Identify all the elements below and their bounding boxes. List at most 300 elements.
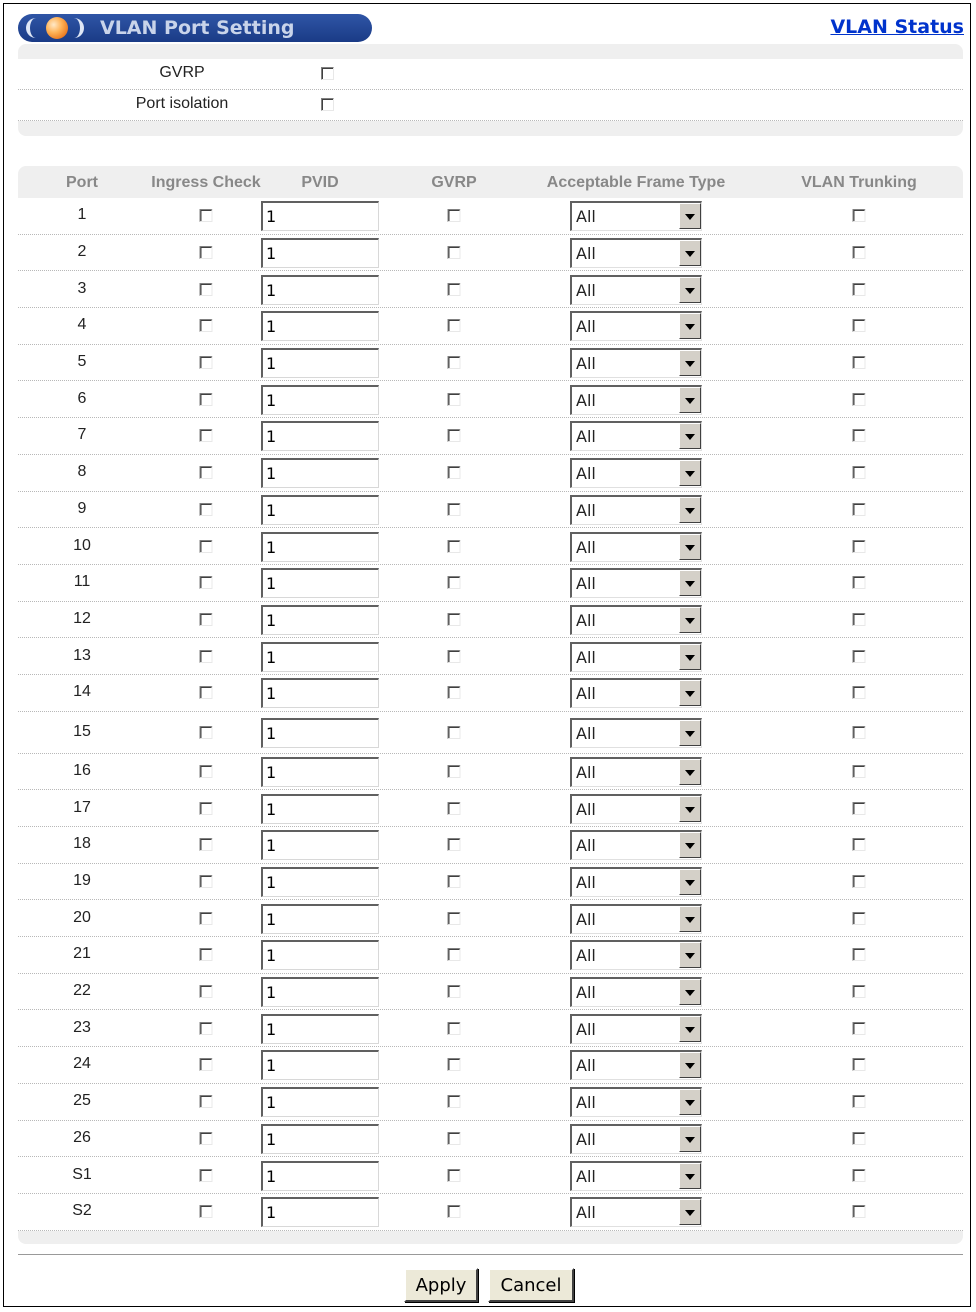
table-row <box>18 381 963 418</box>
dropdown-button[interactable] <box>679 1052 701 1078</box>
vlan-trunking-column-header: VLAN Trunking <box>801 174 917 191</box>
ingress-check-checkbox[interactable] <box>200 838 213 851</box>
gvrp-checkbox[interactable] <box>448 1205 461 1218</box>
frame-type-select[interactable] <box>570 678 702 708</box>
dropdown-button[interactable] <box>679 1126 701 1152</box>
frame-type-select[interactable] <box>570 568 702 598</box>
port-number: 23 <box>73 1018 91 1036</box>
chevron-down-icon <box>685 880 695 886</box>
frame-type-select[interactable] <box>570 605 702 635</box>
vlan-trunking-checkbox[interactable] <box>853 686 866 699</box>
frame-type-select[interactable] <box>570 201 702 231</box>
pvid-input[interactable] <box>261 904 379 934</box>
ingress-check-column-header: Ingress Check <box>151 174 261 191</box>
port-number: 16 <box>73 761 91 779</box>
vlan-trunking-checkbox[interactable] <box>853 429 866 442</box>
vlan-trunking-checkbox[interactable] <box>853 875 866 888</box>
chevron-down-icon <box>685 990 695 996</box>
chevron-down-icon <box>685 508 695 514</box>
pvid-input[interactable] <box>261 238 379 268</box>
gvrp-checkbox[interactable] <box>448 650 461 663</box>
dropdown-button[interactable] <box>679 534 701 560</box>
pvid-input[interactable] <box>261 532 379 562</box>
port-number: 10 <box>73 536 91 554</box>
frame-type-value: All <box>576 647 596 667</box>
port-number: 19 <box>73 872 91 890</box>
dropdown-button[interactable] <box>679 460 701 486</box>
pvid-input[interactable] <box>261 421 379 451</box>
pvid-input[interactable] <box>261 678 379 708</box>
port-number: 25 <box>73 1092 91 1110</box>
frame-type-value: All <box>576 762 596 782</box>
gvrp-checkbox[interactable] <box>448 393 461 406</box>
ingress-check-checkbox[interactable] <box>200 1205 213 1218</box>
bracket-left-decoration <box>26 18 42 38</box>
frame-type-select[interactable] <box>570 904 702 934</box>
ingress-check-checkbox[interactable] <box>200 912 213 925</box>
port-table-header <box>18 166 963 198</box>
gvrp-checkbox[interactable] <box>448 319 461 332</box>
vlan-trunking-checkbox[interactable] <box>853 283 866 296</box>
chevron-down-icon <box>685 1137 695 1143</box>
gvrp-checkbox[interactable] <box>448 209 461 222</box>
gvrp-checkbox[interactable] <box>448 429 461 442</box>
vlan-trunking-checkbox[interactable] <box>853 319 866 332</box>
pvid-input[interactable] <box>261 642 379 672</box>
ingress-check-checkbox[interactable] <box>200 356 213 369</box>
frame-type-select[interactable] <box>570 1161 702 1191</box>
frame-type-value: All <box>576 946 596 966</box>
ingress-check-checkbox[interactable] <box>200 319 213 332</box>
frame-type-select[interactable] <box>570 830 702 860</box>
vlan-trunking-checkbox[interactable] <box>853 466 866 479</box>
gvrp-checkbox[interactable] <box>448 1022 461 1035</box>
ingress-check-checkbox[interactable] <box>200 726 213 739</box>
ingress-check-checkbox[interactable] <box>200 985 213 998</box>
vlan-trunking-checkbox[interactable] <box>853 209 866 222</box>
pvid-input[interactable] <box>261 1014 379 1044</box>
table-row <box>18 565 963 602</box>
port-number: 24 <box>73 1055 91 1073</box>
frame-type-select[interactable] <box>570 718 702 748</box>
global-gvrp-checkbox[interactable] <box>321 67 334 80</box>
frame-type-select[interactable] <box>570 642 702 672</box>
dropdown-button[interactable] <box>679 759 701 785</box>
frame-type-value: All <box>576 723 596 743</box>
dropdown-button[interactable] <box>679 644 701 670</box>
frame-type-select[interactable] <box>570 421 702 451</box>
port-number: 9 <box>77 499 87 517</box>
dropdown-button[interactable] <box>679 832 701 858</box>
port-number: 12 <box>73 609 91 627</box>
dropdown-button[interactable] <box>679 313 701 339</box>
vlan-trunking-checkbox[interactable] <box>853 765 866 778</box>
table-row <box>18 937 963 974</box>
frame-type-value: All <box>576 427 596 447</box>
ingress-check-checkbox[interactable] <box>200 1022 213 1035</box>
vlan-trunking-checkbox[interactable] <box>853 948 866 961</box>
ingress-check-checkbox[interactable] <box>200 466 213 479</box>
vlan-trunking-checkbox[interactable] <box>853 726 866 739</box>
table-row <box>18 1047 963 1084</box>
frame-type-value: All <box>576 280 596 300</box>
port-number: S2 <box>72 1202 92 1220</box>
chevron-down-icon <box>685 807 695 813</box>
table-row <box>18 271 963 308</box>
vlan-trunking-checkbox[interactable] <box>853 1058 866 1071</box>
dropdown-button[interactable] <box>679 203 701 229</box>
bracket-right-decoration <box>68 18 84 38</box>
dropdown-button[interactable] <box>679 906 701 932</box>
gvrp-checkbox[interactable] <box>448 802 461 815</box>
frame-type-select[interactable] <box>570 275 702 305</box>
gvrp-checkbox[interactable] <box>448 1132 461 1145</box>
pvid-input[interactable] <box>261 568 379 598</box>
pvid-input[interactable] <box>261 757 379 787</box>
port-isolation-row <box>18 90 963 121</box>
dropdown-button[interactable] <box>679 796 701 822</box>
table-row <box>18 1121 963 1158</box>
frame-type-select[interactable] <box>570 1124 702 1154</box>
dropdown-button[interactable] <box>679 720 701 746</box>
table-row <box>18 602 963 639</box>
chevron-down-icon <box>685 618 695 624</box>
pvid-input[interactable] <box>261 201 379 231</box>
port-number: 11 <box>73 573 91 591</box>
ingress-check-checkbox[interactable] <box>200 246 213 259</box>
port-number: 18 <box>73 835 91 853</box>
chevron-down-icon <box>685 1100 695 1106</box>
gvrp-checkbox[interactable] <box>448 246 461 259</box>
orb-icon <box>46 17 68 39</box>
frame-type-select[interactable] <box>570 348 702 378</box>
ingress-check-checkbox[interactable] <box>200 429 213 442</box>
frame-type-select[interactable] <box>570 867 702 897</box>
port-number: 20 <box>73 908 91 926</box>
table-row <box>18 900 963 937</box>
frame-type-select[interactable] <box>570 1014 702 1044</box>
global-gvrp-label: GVRP <box>159 64 205 81</box>
chevron-down-icon <box>685 1063 695 1069</box>
table-row <box>18 492 963 529</box>
frame-type-value: All <box>576 909 596 929</box>
vlan-trunking-checkbox[interactable] <box>853 613 866 626</box>
frame-type-value: All <box>576 1093 596 1113</box>
gvrp-checkbox[interactable] <box>448 540 461 553</box>
vlan-trunking-checkbox[interactable] <box>853 1095 866 1108</box>
port-table-body <box>18 198 963 1231</box>
table-row <box>18 1157 963 1194</box>
dropdown-button[interactable] <box>679 979 701 1005</box>
ingress-check-checkbox[interactable] <box>200 686 213 699</box>
vlan-trunking-checkbox[interactable] <box>853 393 866 406</box>
frame-type-value: All <box>576 1129 596 1149</box>
ingress-check-checkbox[interactable] <box>200 576 213 589</box>
chevron-down-icon <box>685 953 695 959</box>
ingress-check-checkbox[interactable] <box>200 948 213 961</box>
frame-type-value: All <box>576 574 596 594</box>
gvrp-checkbox[interactable] <box>448 283 461 296</box>
dropdown-button[interactable] <box>679 680 701 706</box>
frame-type-value: All <box>576 244 596 264</box>
chevron-down-icon <box>685 214 695 220</box>
chevron-down-icon <box>685 434 695 440</box>
chevron-down-icon <box>685 471 695 477</box>
chevron-down-icon <box>685 288 695 294</box>
gvrp-checkbox[interactable] <box>448 356 461 369</box>
frame-type-select[interactable] <box>570 940 702 970</box>
table-row <box>18 974 963 1011</box>
pvid-input[interactable] <box>261 1197 379 1227</box>
ingress-check-checkbox[interactable] <box>200 1058 213 1071</box>
cancel-button[interactable]: Cancel <box>488 1268 574 1302</box>
port-number: 8 <box>77 463 87 481</box>
port-column-header: Port <box>66 174 98 191</box>
pvid-input[interactable] <box>261 830 379 860</box>
frame-type-select[interactable] <box>570 532 702 562</box>
title-bar <box>18 14 372 42</box>
gvrp-checkbox[interactable] <box>448 503 461 516</box>
chevron-down-icon <box>685 731 695 737</box>
frame-type-select[interactable] <box>570 1197 702 1227</box>
pvid-column-header: PVID <box>301 174 339 191</box>
frame-type-value: All <box>576 354 596 374</box>
frame-type-select[interactable] <box>570 757 702 787</box>
table-row <box>18 308 963 345</box>
ingress-check-checkbox[interactable] <box>200 1095 213 1108</box>
dropdown-button[interactable] <box>679 277 701 303</box>
gvrp-checkbox[interactable] <box>448 726 461 739</box>
table-row <box>18 528 963 565</box>
frame-type-value: All <box>576 836 596 856</box>
port-number: 5 <box>77 353 87 371</box>
dropdown-button[interactable] <box>679 1016 701 1042</box>
table-row <box>18 712 963 754</box>
table-row <box>18 1010 963 1047</box>
port-number: 2 <box>77 243 87 261</box>
frame-type-value: All <box>576 983 596 1003</box>
ingress-check-checkbox[interactable] <box>200 613 213 626</box>
gvrp-checkbox[interactable] <box>448 985 461 998</box>
dropdown-button[interactable] <box>679 240 701 266</box>
pvid-input[interactable] <box>261 1050 379 1080</box>
frame-type-value: All <box>576 1166 596 1186</box>
dropdown-button[interactable] <box>679 387 701 413</box>
chevron-down-icon <box>685 843 695 849</box>
gvrp-checkbox[interactable] <box>448 1095 461 1108</box>
dropdown-button[interactable] <box>679 942 701 968</box>
chevron-down-icon <box>685 691 695 697</box>
gvrp-checkbox[interactable] <box>448 838 461 851</box>
gvrp-checkbox[interactable] <box>448 686 461 699</box>
gvrp-checkbox[interactable] <box>448 912 461 925</box>
ingress-check-checkbox[interactable] <box>200 765 213 778</box>
vlan-trunking-checkbox[interactable] <box>853 540 866 553</box>
pvid-input[interactable] <box>261 385 379 415</box>
table-row <box>18 638 963 675</box>
chevron-down-icon <box>685 361 695 367</box>
ingress-check-checkbox[interactable] <box>200 650 213 663</box>
dropdown-button[interactable] <box>679 869 701 895</box>
gvrp-checkbox[interactable] <box>448 948 461 961</box>
vlan-trunking-checkbox[interactable] <box>853 985 866 998</box>
vlan-trunking-checkbox[interactable] <box>853 503 866 516</box>
port-number: 3 <box>77 279 87 297</box>
vlan-trunking-checkbox[interactable] <box>853 356 866 369</box>
port-number: 26 <box>73 1128 91 1146</box>
frame-type-select[interactable] <box>570 794 702 824</box>
vlan-trunking-checkbox[interactable] <box>853 838 866 851</box>
frame-type-value: All <box>576 207 596 227</box>
vlan-trunking-checkbox[interactable] <box>853 802 866 815</box>
port-number: 13 <box>73 646 91 664</box>
global-gvrp-row <box>18 59 963 90</box>
pvid-input[interactable] <box>261 605 379 635</box>
table-row <box>18 1084 963 1121</box>
table-row <box>18 675 963 712</box>
pvid-input[interactable] <box>261 1087 379 1117</box>
frame-type-value: All <box>576 317 596 337</box>
vlan-trunking-checkbox[interactable] <box>853 246 866 259</box>
table-row <box>18 827 963 864</box>
table-row <box>18 864 963 901</box>
vlan-trunking-checkbox[interactable] <box>853 650 866 663</box>
chevron-down-icon <box>685 251 695 257</box>
dropdown-button[interactable] <box>679 1163 701 1189</box>
chevron-down-icon <box>685 581 695 587</box>
frame-type-select[interactable] <box>570 1050 702 1080</box>
page-title: VLAN Port Setting <box>100 17 295 39</box>
table-row <box>18 455 963 492</box>
frame-type-value: All <box>576 390 596 410</box>
pvid-input[interactable] <box>261 1124 379 1154</box>
port-number: 1 <box>77 206 87 224</box>
chevron-down-icon <box>685 917 695 923</box>
vlan-trunking-checkbox[interactable] <box>853 1169 866 1182</box>
gvrp-checkbox[interactable] <box>448 466 461 479</box>
frame-type-select[interactable] <box>570 311 702 341</box>
table-row <box>18 198 963 235</box>
ingress-check-checkbox[interactable] <box>200 503 213 516</box>
vlan-trunking-checkbox[interactable] <box>853 576 866 589</box>
frame-type-value: All <box>576 537 596 557</box>
table-row <box>18 418 963 455</box>
port-number: 22 <box>73 982 91 1000</box>
port-number: S1 <box>72 1165 92 1183</box>
vlan-trunking-checkbox[interactable] <box>853 912 866 925</box>
dropdown-button[interactable] <box>679 1199 701 1225</box>
pvid-input[interactable] <box>261 1161 379 1191</box>
port-isolation-checkbox[interactable] <box>321 98 334 111</box>
page-frame <box>3 3 971 1307</box>
frame-type-value: All <box>576 500 596 520</box>
pvid-input[interactable] <box>261 867 379 897</box>
table-row <box>18 754 963 791</box>
frame-type-select[interactable] <box>570 458 702 488</box>
pvid-input[interactable] <box>261 275 379 305</box>
vlan-trunking-checkbox[interactable] <box>853 1205 866 1218</box>
gvrp-checkbox[interactable] <box>448 765 461 778</box>
port-table <box>18 166 963 1244</box>
pvid-input[interactable] <box>261 794 379 824</box>
chevron-down-icon <box>685 655 695 661</box>
ingress-check-checkbox[interactable] <box>200 875 213 888</box>
vlan-status-link[interactable]: VLAN Status <box>830 16 964 38</box>
dropdown-button[interactable] <box>679 570 701 596</box>
pvid-input[interactable] <box>261 940 379 970</box>
table-row <box>18 790 963 827</box>
port-number: 7 <box>77 426 87 444</box>
port-number: 14 <box>73 683 91 701</box>
chevron-down-icon <box>685 324 695 330</box>
chevron-down-icon <box>685 1210 695 1216</box>
pvid-input[interactable] <box>261 495 379 525</box>
ingress-check-checkbox[interactable] <box>200 1132 213 1145</box>
dropdown-button[interactable] <box>679 350 701 376</box>
gvrp-checkbox[interactable] <box>448 875 461 888</box>
port-number: 17 <box>73 798 91 816</box>
pvid-input[interactable] <box>261 718 379 748</box>
frame-type-value: All <box>576 610 596 630</box>
frame-type-value: All <box>576 464 596 484</box>
vlan-trunking-checkbox[interactable] <box>853 1132 866 1145</box>
chevron-down-icon <box>685 545 695 551</box>
ingress-check-checkbox[interactable] <box>200 393 213 406</box>
apply-button[interactable]: Apply <box>404 1268 478 1302</box>
port-number: 4 <box>77 316 87 334</box>
ingress-check-checkbox[interactable] <box>200 283 213 296</box>
frame-type-value: All <box>576 799 596 819</box>
ingress-check-checkbox[interactable] <box>200 540 213 553</box>
chevron-down-icon <box>685 1027 695 1033</box>
dropdown-button[interactable] <box>679 497 701 523</box>
dropdown-button[interactable] <box>679 423 701 449</box>
vlan-trunking-checkbox[interactable] <box>853 1022 866 1035</box>
frame-type-value: All <box>576 1203 596 1223</box>
frame-type-select[interactable] <box>570 977 702 1007</box>
ingress-check-checkbox[interactable] <box>200 1169 213 1182</box>
port-isolation-label: Port isolation <box>135 95 229 112</box>
gvrp-checkbox[interactable] <box>448 1169 461 1182</box>
pvid-input[interactable] <box>261 348 379 378</box>
gvrp-column-header: GVRP <box>431 174 477 191</box>
frame-type-value: All <box>576 873 596 893</box>
gvrp-checkbox[interactable] <box>448 576 461 589</box>
port-number: 15 <box>73 722 91 740</box>
pvid-input[interactable] <box>261 458 379 488</box>
frame-type-select[interactable] <box>570 1087 702 1117</box>
table-row <box>18 345 963 382</box>
frame-type-select[interactable] <box>570 495 702 525</box>
table-row <box>18 235 963 272</box>
frame-type-select[interactable] <box>570 238 702 268</box>
dropdown-button[interactable] <box>679 607 701 633</box>
global-settings-panel <box>18 44 963 136</box>
port-number: 21 <box>73 945 91 963</box>
gvrp-checkbox[interactable] <box>448 613 461 626</box>
ingress-check-checkbox[interactable] <box>200 209 213 222</box>
dropdown-button[interactable] <box>679 1089 701 1115</box>
table-row <box>18 1194 963 1231</box>
pvid-input[interactable] <box>261 311 379 341</box>
port-number: 6 <box>77 389 87 407</box>
pvid-input[interactable] <box>261 977 379 1007</box>
divider <box>18 1254 963 1255</box>
frame-type-select[interactable] <box>570 385 702 415</box>
gvrp-checkbox[interactable] <box>448 1058 461 1071</box>
chevron-down-icon <box>685 398 695 404</box>
ingress-check-checkbox[interactable] <box>200 802 213 815</box>
